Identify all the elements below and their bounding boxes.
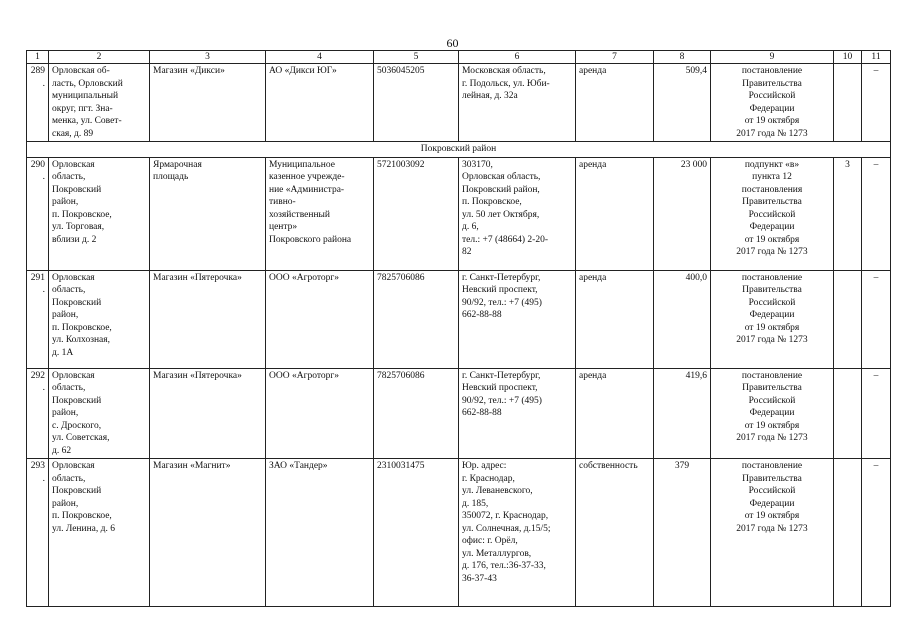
right-type: аренда <box>576 368 654 459</box>
table-row <box>27 459 891 607</box>
object-name: Ярмарочная площадь <box>150 157 266 270</box>
column-header: 1 <box>27 51 49 64</box>
area: 23 000 <box>654 157 711 270</box>
table-row <box>27 368 891 459</box>
right-type: аренда <box>576 157 654 270</box>
area: 509,4 <box>654 64 711 142</box>
table-row <box>27 270 891 368</box>
column-header: 4 <box>266 51 374 64</box>
row-number: 292. <box>27 368 49 459</box>
right-type: аренда <box>576 64 654 142</box>
col-11: – <box>862 459 891 607</box>
object-name: Магазин «Пятерочка» <box>150 270 266 368</box>
owner-address: г. Санкт-Петербург, Невский проспект, 90/92, тел.: +7 (495) 662-88-88 <box>459 368 576 459</box>
column-header: 11 <box>862 51 891 64</box>
object-name: Магазин «Пятерочка» <box>150 368 266 459</box>
location-address: Орловская область, Покровский район, п. Покровское, ул. Торговая, вблизи д. 2 <box>49 157 150 270</box>
column-header: 6 <box>459 51 576 64</box>
column-header: 9 <box>711 51 834 64</box>
owner-name: ООО «Агроторг» <box>266 270 374 368</box>
location-address: Орловская область, Покровский район, п. Покровское, ул. Ленина, д. 6 <box>49 459 150 607</box>
right-type: аренда <box>576 270 654 368</box>
col-10 <box>834 459 862 607</box>
owner-name: ООО «Агроторг» <box>266 368 374 459</box>
col-10 <box>834 368 862 459</box>
column-header-row <box>27 51 891 64</box>
owner-address: г. Санкт-Петербург, Невский проспект, 90/92, тел.: +7 (495) 662-88-88 <box>459 270 576 368</box>
location-address: Орловская область, Покровский район, п. Покровское, ул. Колхозная, д. 1А <box>49 270 150 368</box>
col-10 <box>834 270 862 368</box>
table-row <box>27 157 891 270</box>
column-header: 5 <box>374 51 459 64</box>
section-title: Покровский район <box>27 142 891 158</box>
owner-name: АО «Дикси ЮГ» <box>266 64 374 142</box>
column-header: 3 <box>150 51 266 64</box>
owner-name: Муниципальное казенное учрежде- ние «Администра- тивно- хозяйственный центр» Покровского района <box>266 157 374 270</box>
owner-address: Московская область, г. Подольск, ул. Юби- лейная, д. 32а <box>459 64 576 142</box>
area: 379 <box>654 459 711 607</box>
location-address: Орловская область, Покровский район, с. Дроского, ул. Советская, д. 62 <box>49 368 150 459</box>
column-header: 10 <box>834 51 862 64</box>
registry-table <box>26 50 891 607</box>
legal-basis: постановление Правительства Российской Федерации от 19 октября 2017 года № 1273 <box>711 270 834 368</box>
row-number: 291. <box>27 270 49 368</box>
col-11: – <box>862 64 891 142</box>
page-number: 60 <box>446 36 459 50</box>
column-header: 2 <box>49 51 150 64</box>
column-header: 7 <box>576 51 654 64</box>
row-number: 293. <box>27 459 49 607</box>
right-type: собственность <box>576 459 654 607</box>
col-11: – <box>862 368 891 459</box>
legal-basis: постановление Правительства Российской Федерации от 19 октября 2017 года № 1273 <box>711 64 834 142</box>
section-row <box>27 142 891 158</box>
table-row <box>27 64 891 142</box>
col-11: – <box>862 157 891 270</box>
inn: 5036045205 <box>374 64 459 142</box>
owner-address: 303170, Орловская область, Покровский район, п. Покровское, ул. 50 лет Октября, д. 6, тел.: +7 (48664) 2-20- 82 <box>459 157 576 270</box>
area: 400,0 <box>654 270 711 368</box>
owner-address: Юр. адрес: г. Краснодар, ул. Леваневского, д. 185, 350072, г. Краснодар, ул. Солнечная, д.15/5; офис: г. Орёл, ул. Металлургов, д. 176, тел.:36-37-33, 36-37-43 <box>459 459 576 607</box>
column-header: 8 <box>654 51 711 64</box>
inn: 5721003092 <box>374 157 459 270</box>
area: 419,6 <box>654 368 711 459</box>
col-10 <box>834 64 862 142</box>
object-name: Магазин «Дикси» <box>150 64 266 142</box>
legal-basis: постановление Правительства Российской Федерации от 19 октября 2017 года № 1273 <box>711 459 834 607</box>
inn: 7825706086 <box>374 368 459 459</box>
col-11: – <box>862 270 891 368</box>
row-number: 290. <box>27 157 49 270</box>
legal-basis: постановление Правительства Российской Федерации от 19 октября 2017 года № 1273 <box>711 368 834 459</box>
row-number: 289. <box>27 64 49 142</box>
col-10: 3 <box>834 157 862 270</box>
location-address: Орловская об- ласть, Орловский муниципальный округ, пгт. Зна- менка, ул. Совет- ская, д. 89 <box>49 64 150 142</box>
legal-basis: подпункт «в» пункта 12 постановления Правительства Российской Федерации от 19 октября 2017 года № 1273 <box>711 157 834 270</box>
inn: 2310031475 <box>374 459 459 607</box>
inn: 7825706086 <box>374 270 459 368</box>
object-name: Магазин «Магнит» <box>150 459 266 607</box>
owner-name: ЗАО «Тандер» <box>266 459 374 607</box>
